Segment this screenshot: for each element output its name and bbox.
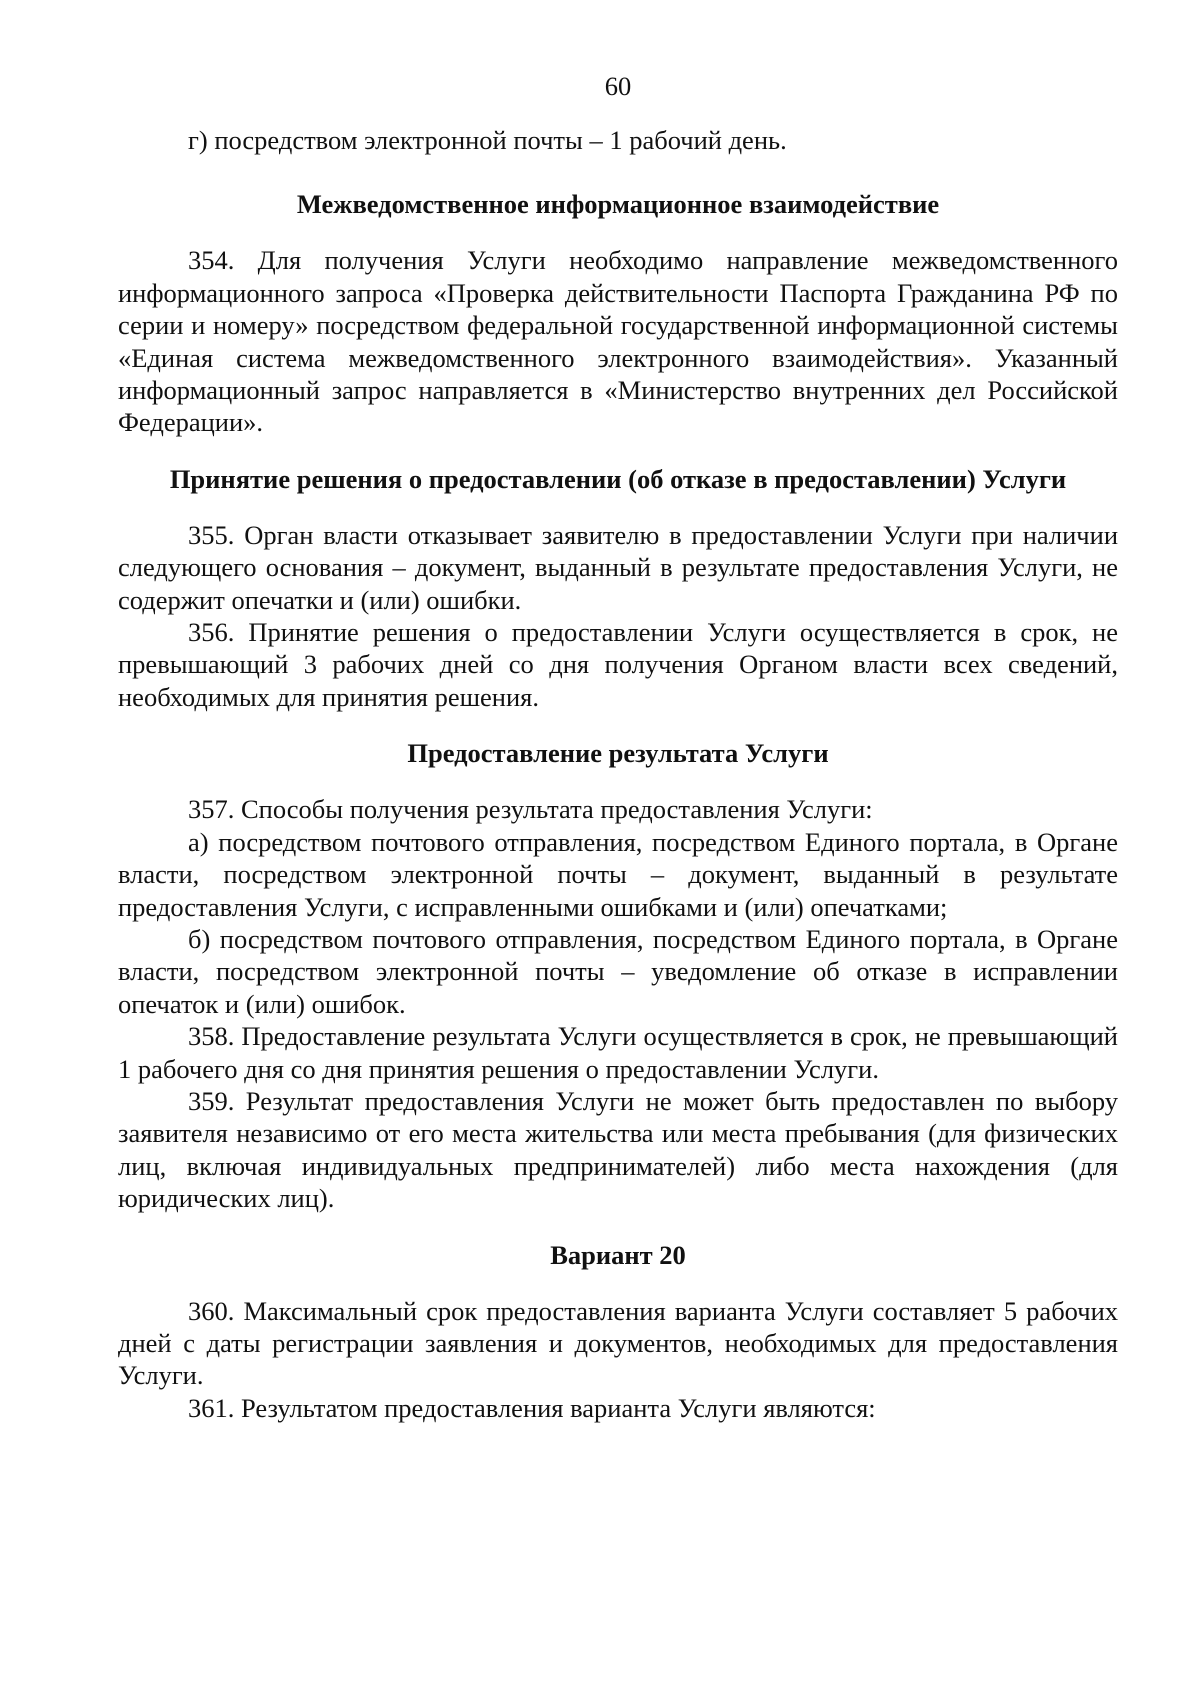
page-number: 60 xyxy=(604,71,632,101)
intro-item: г) посредством электронной почты – 1 рабочий день. xyxy=(188,125,787,155)
section-decision xyxy=(118,463,1118,713)
paragraph-361: 361. Результатом предоставления варианта Услуги являются: xyxy=(188,1392,876,1423)
section-heading: Предоставление результата Услуги xyxy=(407,738,829,769)
section-heading: Межведомственное информационное взаимодействие xyxy=(296,189,940,220)
paragraph-360: 360. Максимальный срок предоставления варианта Услуги составляет 5 рабочих дней с даты регистрации заявления и документов, необходимых для предоставления Услуги. xyxy=(118,1295,1118,1391)
paragraph-355: 355. Орган власти отказывает заявителю в предоставлении Услуги при наличии следующего основания – документ, выданный в результате предоставления Услуги, не содержит опечатки и (или) ошибки. xyxy=(118,519,1118,615)
paragraph-358: 358. Предоставление результата Услуги осуществляется в срок, не превышающий 1 рабочего дня со дня принятия решения о предоставлении Услуги. xyxy=(118,1021,1118,1084)
section-heading: Принятие решения о предоставлении (об отказе в предоставлении) Услуги xyxy=(169,463,1067,494)
document-page xyxy=(118,70,1118,1424)
paragraph-356: 356. Принятие решения о предоставлении Услуги осуществляется в срок, не превышающий 3 рабочих дней со дня получения Органом власти всех сведений, необходимых для принятия решения. xyxy=(118,617,1118,712)
section-variant-20 xyxy=(118,1239,1118,1425)
paragraph-354: 354. Для получения Услуги необходимо направление межведомственного информационного запроса «Проверка действительности Паспорта Гражданина РФ по серии и номеру» посредством федеральной государственной информационной системы «Единая система межведомственного электронного взаимодействия». Указанный информационный запрос направляется в «Министерство внутренних дел Российской Федерации». xyxy=(118,245,1118,438)
section-result xyxy=(118,737,1118,1214)
paragraph-357-a: а) посредством почтового отправления, посредством Единого портала, в Органе власти, посредством электронной почты – документ, выданный в результате предоставления Услуги, с исправленными ошибками и (или) опечатками; xyxy=(118,826,1118,922)
paragraph-357-b: б) посредством почтового отправления, посредством Единого портала, в Органе власти, посредством электронной почты – уведомление об отказе в исправлении опечаток и (или) ошибок. xyxy=(118,923,1118,1019)
section-heading: Вариант 20 xyxy=(550,1239,686,1270)
paragraph-357: 357. Способы получения результата предоставления Услуги: xyxy=(188,794,873,825)
section-interagency xyxy=(118,188,1118,438)
paragraph-359: 359. Результат предоставления Услуги не может быть предоставлен по выбору заявителя независимо от его места жительства или места пребывания (для физических лиц, включая индивидуальных предпринимателей) либо места нахождения (для юридических лиц). xyxy=(118,1085,1118,1214)
